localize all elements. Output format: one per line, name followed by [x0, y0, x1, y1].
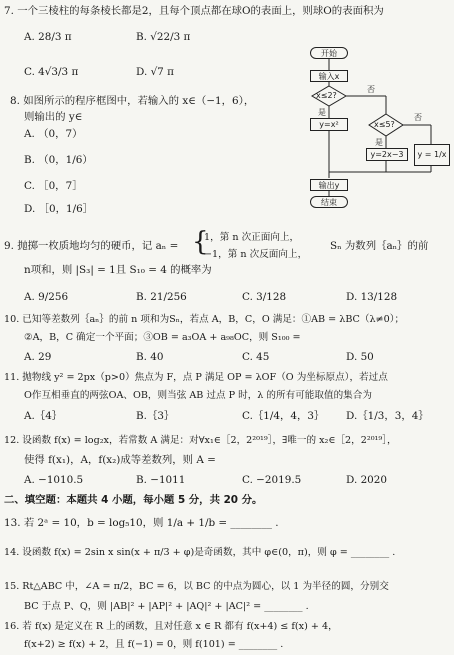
q8-option-a: A. （0，7） — [24, 128, 83, 140]
flow-cond1: x≤2? — [316, 91, 337, 100]
q8-option-c: C. ［0，7］ — [24, 180, 83, 192]
flow-proc3: y = 1/x — [414, 144, 450, 166]
q9-stem-suffix: Sₙ 为数列｛aₙ｝的前 — [330, 240, 429, 252]
q12-stem-line1: 12. 设函数 f(x) = log₂x，若常数 A 满足：对∀x₁∈［2，2²⁰¹⁹］，∃唯一的 x₂∈［2，2²⁰¹⁹］， — [4, 435, 397, 446]
q9-option-a: A. 9/256 — [24, 291, 69, 303]
q12-stem-line2: 使得 f(x₁)，A，f(x₂)成等差数列，则 A = — [24, 454, 216, 466]
q7-option-b: B. √22/3 π — [136, 31, 191, 43]
q15-stem-line1: 15. Rt△ABC 中，∠A = π/2，BC = 6，以 BC 的中点为圆心，以 1 为半径的圆，分别交 — [4, 581, 389, 592]
q11-option-d: D.｛1/3，3，4｝ — [346, 410, 429, 422]
q11-stem-line2: O作互相垂直的两弦OA、OB，则当弦 AB 过点 P 时，λ 的所有可能取值的集合为 — [24, 390, 372, 401]
q8-stem-line1: 8. 如图所示的程序框图中，若输入的 x∈（−1，6）， — [10, 95, 255, 107]
flow-input: 输入x — [310, 70, 348, 82]
q9-stem-line2: n项和，则 |S₃| = 1且 S₁₀ = 4 的概率为 — [24, 264, 212, 276]
q9-case1: 1，第 n 次正面向上， — [204, 232, 300, 243]
q11-stem-line1: 11. 抛物线 y² = 2px（p>0）焦点为 F，点 P 满足 OP = λOF（O 为坐标原点），若过点 — [4, 372, 388, 383]
flow-proc2: y=2x−3 — [366, 148, 408, 161]
q11-option-c: C.｛1/4，4，3｝ — [242, 410, 325, 422]
q15-stem-line2: BC 于点 P、Q，则 |AB|² + |AP|² + |AQ|² + |AC|² = ________ . — [24, 601, 309, 612]
flow-yes2: 是 — [375, 138, 383, 147]
q10-stem-line2: ②A，B，C 确定一个平面；③OB = a₃OA + a₉₈OC，则 S₁₀₀ = — [24, 332, 301, 343]
q12-option-a: A. −1010.5 — [24, 474, 84, 486]
q9-option-b: B. 21/256 — [136, 291, 187, 303]
flow-output: 输出y — [310, 179, 348, 191]
q16-stem-line2: f(x+2) ≥ f(x) + 2，且 f(−1) = 0，则 f(101) = ________ . — [24, 639, 284, 650]
q9-case2: −1，第 n 次反面向上， — [204, 249, 308, 260]
q12-option-d: D. 2020 — [346, 474, 388, 486]
q9-option-c: C. 3/128 — [242, 291, 287, 303]
flow-yes1: 是 — [318, 108, 326, 117]
q10-option-d: D. 50 — [346, 351, 374, 363]
flow-cond2: x≤5? — [374, 120, 395, 129]
q8-option-b: B. （0，1/6） — [24, 154, 93, 166]
q10-stem-line1: 10. 已知等差数列｛aₙ｝的前 n 项和为Sₙ，若点 A，B，C，O 满足：①AB = λBC（λ≠0）； — [4, 314, 405, 325]
q9-stem-prefix: 9. 抛掷一枚质地均匀的硬币，记 aₙ = — [4, 240, 179, 252]
q7-option-c: C. 4√3/3 π — [24, 66, 79, 78]
flow-end: 结束 — [310, 196, 348, 208]
q10-option-a: A. 29 — [24, 351, 52, 363]
q11-option-a: A.｛4｝ — [24, 410, 63, 422]
flow-no1: 否 — [367, 85, 375, 94]
q12-option-b: B. −1011 — [136, 474, 186, 486]
q9-option-d: D. 13/128 — [346, 291, 398, 303]
q7-option-d: D. √7 π — [136, 66, 174, 78]
q11-option-b: B.｛3｝ — [136, 410, 175, 422]
q16-stem-line1: 16. 若 f(x) 是定义在 R 上的函数，且对任意 x ∈ R 都有 f(x+4) ≤ f(x) + 4， — [4, 621, 338, 632]
q7-option-a: A. 28/3 π — [24, 31, 72, 43]
q8-stem-line2: 则输出的 y∈ — [24, 111, 83, 123]
q10-option-b: B. 40 — [136, 351, 164, 363]
q12-option-c: C. −2019.5 — [242, 474, 302, 486]
section-heading-fill-blank: 二、填空题：本题共 4 小题，每小题 5 分，共 20 分。 — [4, 494, 263, 506]
q8-option-d: D. ［0，1/6］ — [24, 203, 94, 215]
q7-stem: 7. 一个三棱柱的每条棱长都是2，且每个顶点都在球O的表面上，则球O的表面积为 — [4, 5, 384, 17]
q13-stem: 13. 若 2ᵃ = 10，b = log₅10，则 1/a + 1/b = ________ . — [4, 517, 279, 529]
q14-stem: 14. 设函数 f(x) = 2sin x sin(x + π/3 + φ)是奇函数，其中 φ∈(0，π)，则 φ = ________ . — [4, 547, 396, 558]
flow-no2: 否 — [414, 113, 422, 122]
flow-start: 开始 — [310, 47, 348, 59]
q9-brace: { — [192, 227, 209, 257]
q10-option-c: C. 45 — [242, 351, 270, 363]
flow-proc1: y=x² — [310, 118, 348, 131]
